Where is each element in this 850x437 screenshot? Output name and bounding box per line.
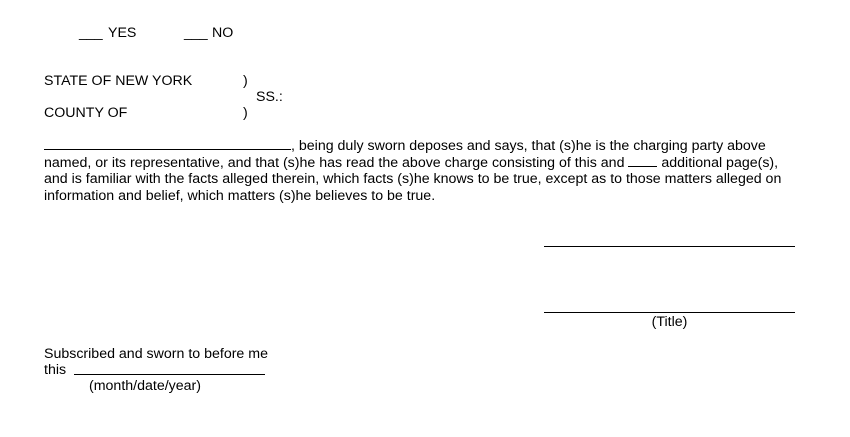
affidavit-line-2 bbox=[44, 154, 804, 171]
title-line[interactable] bbox=[544, 312, 795, 313]
affidavit-line-1-text: , being duly sworn deposes and says, that (s)he is the charging party above bbox=[291, 138, 766, 154]
state-label: STATE OF NEW YORK bbox=[44, 73, 193, 89]
affidavit-line-1 bbox=[44, 137, 804, 154]
deponent-name-field[interactable] bbox=[44, 137, 291, 150]
signature-line[interactable] bbox=[544, 246, 795, 247]
ss-label: SS.: bbox=[256, 89, 283, 105]
no-blank[interactable]: ___ bbox=[184, 25, 208, 41]
this-text: this bbox=[44, 362, 67, 378]
date-line[interactable] bbox=[74, 374, 265, 375]
affidavit-line-2-tail: additional page(s), bbox=[661, 155, 779, 172]
yes-label: YES bbox=[108, 25, 137, 41]
date-label: (month/date/year) bbox=[89, 378, 201, 394]
county-label: COUNTY OF bbox=[44, 105, 128, 121]
affidavit-line-3: and is familiar with the facts alleged therein, which facts (s)he knows to be true, except as to those matters alleged on bbox=[44, 171, 782, 188]
affidavit-paragraph bbox=[44, 137, 804, 204]
affidavit-line-2-text: named, or its representative, and that (s)he has read the above charge consisting of this and bbox=[44, 155, 625, 172]
no-label: NO bbox=[212, 25, 234, 41]
paren-bottom: ) bbox=[243, 105, 248, 121]
additional-pages-field[interactable] bbox=[628, 154, 657, 167]
title-label: (Title) bbox=[651, 314, 688, 330]
yes-blank[interactable]: ___ bbox=[79, 25, 103, 41]
paren-top: ) bbox=[243, 73, 248, 89]
affidavit-line-4: information and belief, which matters (s)he believes to be true. bbox=[44, 187, 436, 204]
subscribed-text: Subscribed and sworn to before me bbox=[44, 346, 268, 362]
